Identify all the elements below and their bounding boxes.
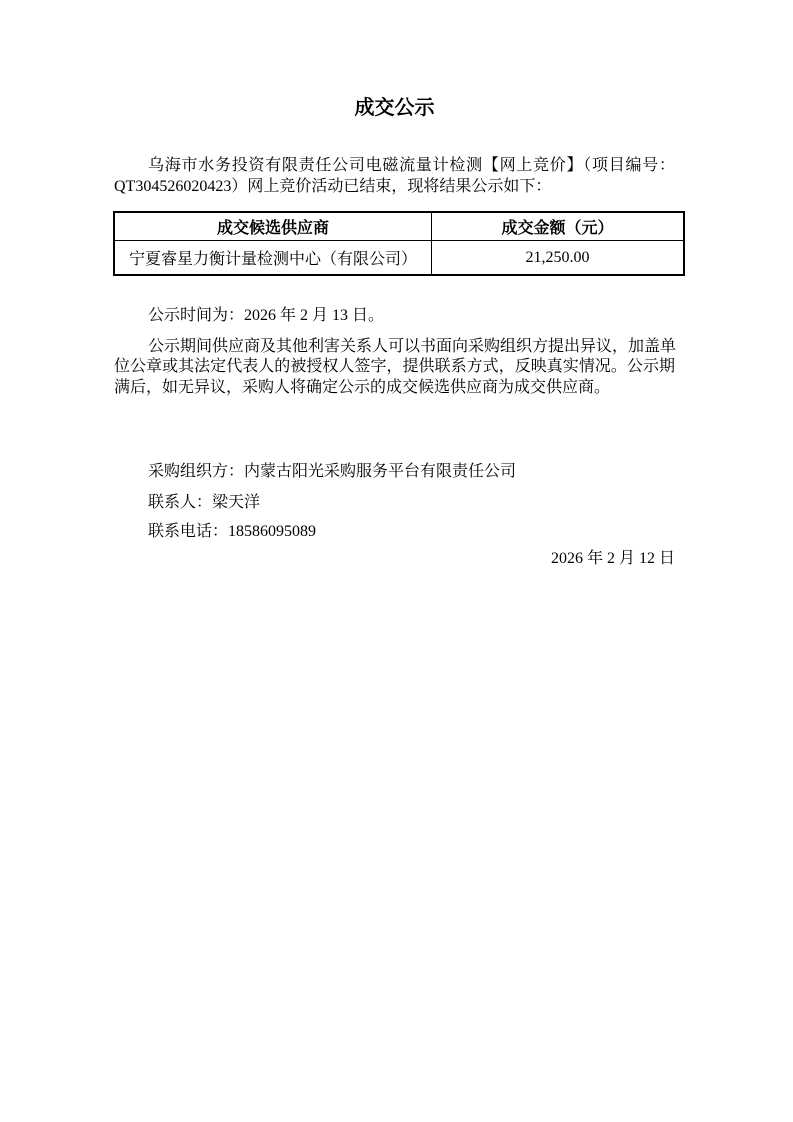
page-title: 成交公示 [354, 97, 435, 119]
contact-person-line: 联系人：梁天洋 [148, 494, 261, 511]
result-table [113, 211, 685, 276]
intro-line-2: QT304526020423）网上竞价活动已结束，现将结果公示如下： [114, 177, 552, 195]
intro-line-1: 乌海市水务投资有限责任公司电磁流量计检测【网上竞价】（项目编号： [148, 157, 675, 174]
result-table-header-row [114, 212, 684, 241]
notice-line-3: 满后，如无异议，采购人将确定公示的成交候选供应商为成交供应商。 [114, 378, 611, 396]
intro-paragraph [114, 156, 675, 197]
header-amount: 成交金额（元） [432, 212, 685, 241]
organizer-line: 采购组织方：内蒙古阳光采购服务平台有限责任公司 [148, 463, 517, 480]
supplier-name-cell: 宁夏睿星力衡计量检测中心（有限公司） [114, 241, 432, 276]
notice-line-2: 位公章或其法定代表人的被授权人签字，提供联系方式，反映真实情况。公示期 [114, 358, 675, 376]
table-row [114, 241, 684, 276]
notice-paragraph [114, 337, 675, 398]
header-supplier: 成交候选供应商 [114, 212, 432, 241]
notice-line-1: 公示期间供应商及其他利害关系人可以书面向采购组织方提出异议，加盖单 [148, 338, 677, 355]
publicity-time-line: 公示时间为：2026 年 2 月 13 日。 [148, 307, 385, 324]
contact-phone-line: 联系电话：18586095089 [148, 523, 317, 540]
document-date: 2026 年 2 月 12 日 [550, 550, 675, 567]
amount-cell: 21,250.00 [432, 241, 685, 276]
